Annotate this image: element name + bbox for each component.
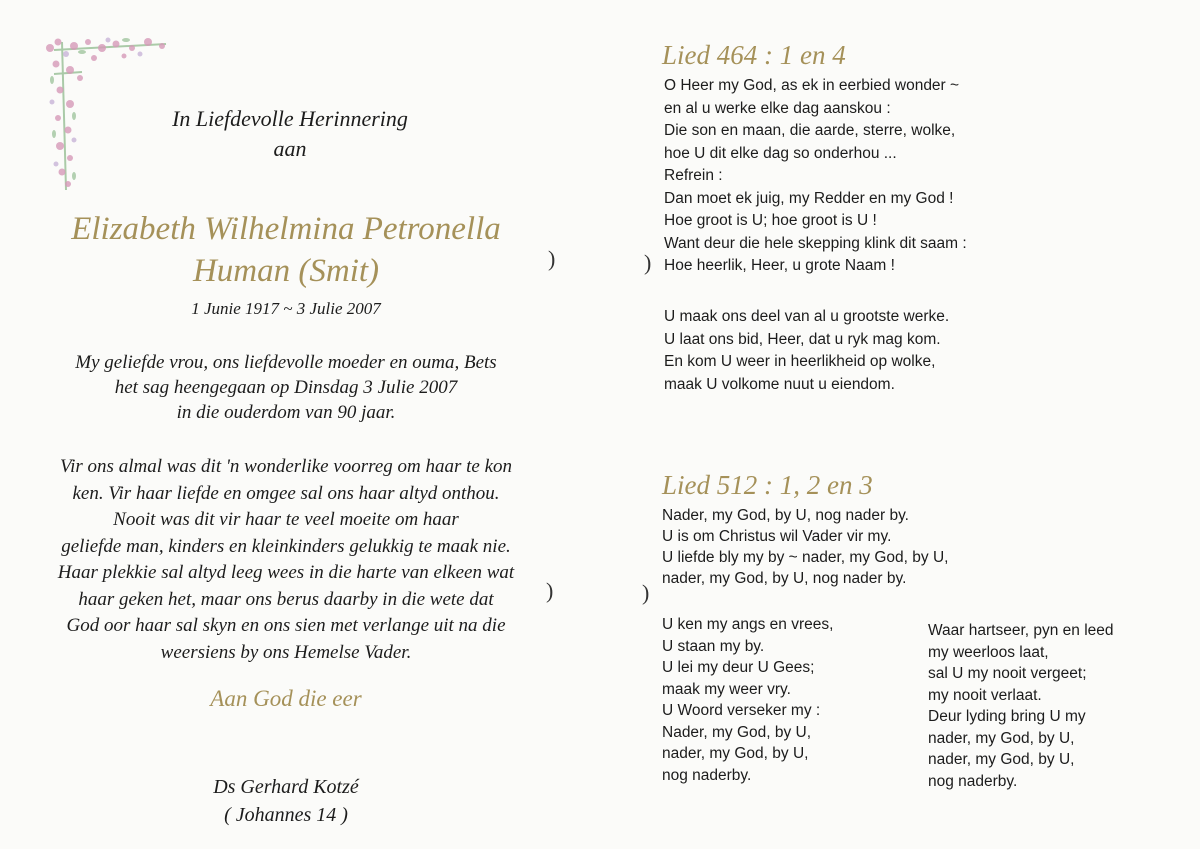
hymn-line: hoe U dit elke dag so onderhou ... <box>664 144 897 162</box>
hymn-line: my weerloos laat, <box>928 643 1049 661</box>
hymn-2-stanza-3 <box>928 620 1114 792</box>
right-panel <box>600 0 1200 849</box>
hymn-1-stanza-1 <box>664 75 967 278</box>
hymn-line: U liefde bly my by ~ nader, my God, by U, <box>662 549 949 566</box>
crescent-fold-icon: ) <box>642 580 650 605</box>
hymn-1-stanza-2 <box>664 306 949 396</box>
crescent-fold-icon: ) <box>548 246 556 271</box>
hymn-line: nader, my God, by U, <box>928 751 1075 768</box>
hymn-line: Hoe groot is U; hoe groot is U ! <box>664 212 877 229</box>
hymn-line: maak U volkome nuut u eiendom. <box>664 375 895 393</box>
dedication-line: In Liefdevolle Herinnering <box>172 106 408 131</box>
hymn-line: Nader, my God, by U, nog nader by. <box>662 507 909 524</box>
dedication-heading <box>0 104 580 164</box>
hymn-line: U is om Christus wil Vader vir my. <box>662 528 892 545</box>
tribute-line: haar geken het, maar ons berus daarby in die wete dat <box>78 588 494 610</box>
deceased-surname: Human (Smit) <box>192 253 380 289</box>
tribute-paragraph <box>0 454 572 666</box>
hymn-line: Waar hartseer, pyn en leed <box>928 622 1114 639</box>
hymn-2-stanza-1 <box>662 505 948 589</box>
officiant <box>0 773 572 829</box>
hymn-line: my nooit verlaat. <box>928 686 1042 704</box>
intro-paragraph <box>0 350 572 425</box>
hymn-line: Refrein : <box>664 167 723 184</box>
hymn-2-title: Lied 512 : 1, 2 en 3 <box>662 470 873 500</box>
hymn-line: Hoe heerlik, Heer, u grote Naam ! <box>664 257 895 274</box>
hymn-line: maak my weer vry. <box>662 680 791 698</box>
hymn-line: en al u werke elke dag aanskou : <box>664 99 891 117</box>
hymn-line: Nader, my God, by U, <box>662 723 812 741</box>
tribute-line: ken. Vir haar liefde en omgee sal ons haar altyd onthou. <box>72 482 500 504</box>
hymn-line: nader, my God, by U, nog nader by. <box>662 570 907 587</box>
crescent-fold-icon: ) <box>644 250 652 275</box>
deceased-given-names: Elizabeth Wilhelmina Petronella <box>71 211 501 247</box>
life-dates: 1 Junie 1917 ~ 3 Julie 2007 <box>191 299 381 318</box>
officiant-name: Ds Gerhard Kotzé <box>213 776 359 798</box>
intro-line: in die ouderdom van 90 jaar. <box>176 402 396 423</box>
hymn-line: nog naderby. <box>662 766 752 784</box>
hymn-1-title: Lied 464 : 1 en 4 <box>662 40 846 70</box>
hymn-line: Want deur die hele skepping klink dit saam : <box>664 234 967 252</box>
hymn-line: U lei my deur U Gees; <box>662 659 815 676</box>
hymn-line: U ken my angs en vrees, <box>662 616 834 633</box>
tribute-line: weersiens by ons Hemelse Vader. <box>160 641 412 663</box>
hymn-line: U staan my by. <box>662 637 765 655</box>
tribute-line: God oor haar sal skyn en ons sien met verlange uit na die <box>66 615 506 636</box>
tribute-line: Nooit was dit vir haar te veel moeite om haar <box>113 509 459 530</box>
hymn-line: U maak ons deel van al u grootste werke. <box>664 308 950 325</box>
hymn-line: sal U my nooit vergeet; <box>928 665 1087 682</box>
scripture-reading: ( Johannes 14 ) <box>224 804 348 826</box>
hymn-line: Deur lyding bring U my <box>928 708 1086 725</box>
dedication-aan: aan <box>273 136 307 161</box>
tribute-line: geliefde man, kinders en kleinkinders gelukkig te maak nie. <box>61 535 511 557</box>
hymn-line: En kom U weer in heerlikheid op wolke, <box>664 353 936 370</box>
hymn-line: nader, my God, by U, <box>928 729 1075 747</box>
crescent-fold-icon: ) <box>546 578 554 603</box>
hymn-line: Die son en maan, die aarde, sterre, wolke, <box>664 122 956 139</box>
hymn-line: U Woord verseker my : <box>662 702 821 719</box>
tribute-line: Vir ons almal was dit 'n wonderlike voorreg om haar te kon <box>59 456 513 477</box>
deceased-name <box>0 208 572 292</box>
hymn-line: O Heer my God, as ek in eerbied wonder ~ <box>664 77 960 94</box>
hymn-line: nog naderby. <box>928 772 1018 790</box>
hymn-2-stanza-2 <box>662 614 833 786</box>
intro-line: My geliefde vrou, ons liefdevolle moeder en ouma, Bets <box>75 352 497 373</box>
hymn-line: nader, my God, by U, <box>662 745 809 762</box>
hymn-line: Dan moet ek juig, my Redder en my God ! <box>664 189 954 207</box>
tribute-line: Haar plekkie sal altyd leeg wees in die harte van elkeen wat <box>57 562 515 583</box>
intro-line: het sag heengegaan op Dinsdag 3 Julie 2007 <box>114 377 458 398</box>
motto: Aan God die eer <box>210 686 362 711</box>
hymn-line: U laat ons bid, Heer, dat u ryk mag kom. <box>664 330 941 348</box>
